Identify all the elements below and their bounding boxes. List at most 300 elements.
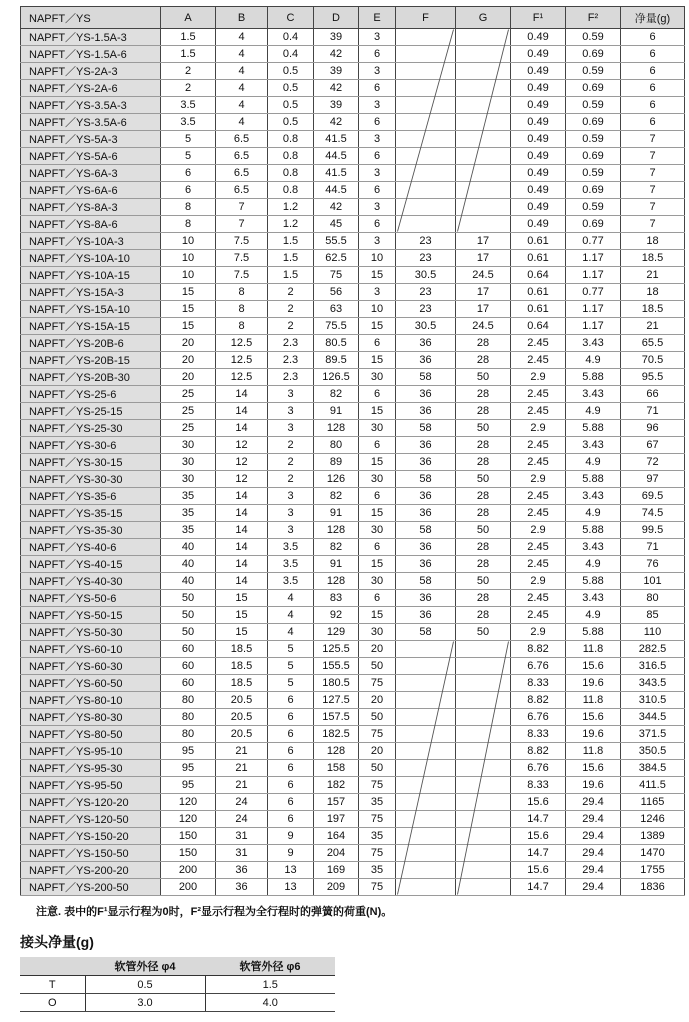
column-header: B (216, 7, 268, 29)
value-cell (396, 777, 456, 794)
value-cell: 12 (216, 471, 268, 488)
joint-type-cell: T (20, 976, 85, 994)
value-cell: 0.49 (511, 182, 566, 199)
value-cell: 0.8 (268, 165, 314, 182)
spec-row (21, 726, 685, 743)
value-cell (456, 641, 511, 658)
joint-weight-table (20, 957, 335, 1012)
value-cell: 1165 (621, 794, 685, 811)
value-cell: 3 (359, 97, 396, 114)
value-cell: 29.4 (566, 879, 621, 896)
model-cell: NAPFT／YS-120-50 (21, 811, 161, 828)
model-cell: NAPFT／YS-150-20 (21, 828, 161, 845)
value-cell: 50 (456, 369, 511, 386)
model-cell: NAPFT／YS-2A-6 (21, 80, 161, 97)
value-cell: 30 (359, 573, 396, 590)
value-cell: 83 (314, 590, 359, 607)
value-cell: 17 (456, 233, 511, 250)
value-cell: 3 (359, 199, 396, 216)
value-cell: 82 (314, 488, 359, 505)
value-cell: 4.9 (566, 607, 621, 624)
value-cell: 25 (161, 420, 216, 437)
value-cell: 6 (359, 182, 396, 199)
value-cell: 3.43 (566, 590, 621, 607)
value-cell: 0.49 (511, 29, 566, 46)
value-cell: 0.69 (566, 216, 621, 233)
value-cell: 30 (359, 522, 396, 539)
model-cell: NAPFT／YS-40-6 (21, 539, 161, 556)
value-cell: 18 (621, 284, 685, 301)
value-cell: 42 (314, 199, 359, 216)
model-cell: NAPFT／YS-60-30 (21, 658, 161, 675)
value-cell: 7 (621, 148, 685, 165)
value-cell: 182 (314, 777, 359, 794)
model-cell: NAPFT／YS-60-10 (21, 641, 161, 658)
column-header: G (456, 7, 511, 29)
value-cell: 2.45 (511, 437, 566, 454)
value-cell: 8.82 (511, 692, 566, 709)
value-cell: 2.3 (268, 369, 314, 386)
value-cell: 31 (216, 828, 268, 845)
value-cell (456, 862, 511, 879)
value-cell: 3 (359, 131, 396, 148)
spec-row (21, 845, 685, 862)
model-cell: NAPFT／YS-20B-6 (21, 335, 161, 352)
value-cell (456, 148, 511, 165)
value-cell (456, 811, 511, 828)
value-cell: 6 (359, 488, 396, 505)
value-cell: 6 (268, 692, 314, 709)
value-cell: 15 (161, 318, 216, 335)
value-cell: 3 (268, 386, 314, 403)
value-cell: 128 (314, 522, 359, 539)
value-cell: 0.49 (511, 131, 566, 148)
value-cell: 20 (359, 641, 396, 658)
value-cell: 40 (161, 539, 216, 556)
value-cell: 15.6 (566, 709, 621, 726)
value-cell: 40 (161, 573, 216, 590)
model-cell: NAPFT／YS-25-6 (21, 386, 161, 403)
value-cell: 58 (396, 420, 456, 437)
value-cell: 4.9 (566, 454, 621, 471)
value-cell: 9 (268, 828, 314, 845)
value-cell: 5 (161, 131, 216, 148)
value-cell: 40 (161, 556, 216, 573)
value-cell (456, 29, 511, 46)
value-cell: 5.88 (566, 369, 621, 386)
model-cell: NAPFT／YS-30-6 (21, 437, 161, 454)
value-cell: 36 (216, 862, 268, 879)
spec-row (21, 267, 685, 284)
value-cell: 14 (216, 522, 268, 539)
spec-row (21, 828, 685, 845)
header-row (21, 7, 685, 29)
value-cell: 58 (396, 522, 456, 539)
table-note: 注意. 表中的F¹显示行程为0时，F²显示行程为全行程时的弹簧的荷重(N)。 (36, 906, 393, 918)
value-cell: 24 (216, 794, 268, 811)
value-cell: 15 (359, 352, 396, 369)
value-cell: 1.17 (566, 301, 621, 318)
value-cell: 6 (268, 811, 314, 828)
value-cell (396, 46, 456, 63)
value-cell: 3.43 (566, 488, 621, 505)
joint-column-header: 软管外径 φ6 (205, 957, 335, 976)
value-cell: 30.5 (396, 267, 456, 284)
value-cell: 7 (621, 165, 685, 182)
value-cell: 6 (359, 386, 396, 403)
value-cell: 50 (359, 658, 396, 675)
value-cell: 7.5 (216, 233, 268, 250)
value-cell: 7.5 (216, 250, 268, 267)
value-cell: 20 (359, 743, 396, 760)
spec-row (21, 233, 685, 250)
value-cell: 35 (161, 522, 216, 539)
value-cell: 55.5 (314, 233, 359, 250)
value-cell: 42 (314, 80, 359, 97)
value-cell: 371.5 (621, 726, 685, 743)
value-cell: 10 (161, 233, 216, 250)
value-cell: 28 (456, 335, 511, 352)
value-cell: 310.5 (621, 692, 685, 709)
value-cell: 3.43 (566, 386, 621, 403)
joint-header-row (20, 957, 335, 976)
value-cell: 0.49 (511, 148, 566, 165)
value-cell (396, 862, 456, 879)
value-cell: 0.59 (566, 131, 621, 148)
value-cell: 21 (621, 318, 685, 335)
value-cell (456, 879, 511, 896)
value-cell: 28 (456, 539, 511, 556)
value-cell: 85 (621, 607, 685, 624)
value-cell: 4 (216, 63, 268, 80)
value-cell: 5 (161, 148, 216, 165)
value-cell: 11.8 (566, 743, 621, 760)
value-cell: 17 (456, 301, 511, 318)
value-cell: 80.5 (314, 335, 359, 352)
value-cell: 411.5 (621, 777, 685, 794)
value-cell: 10 (359, 250, 396, 267)
value-cell: 28 (456, 556, 511, 573)
value-cell: 18.5 (216, 641, 268, 658)
model-cell: NAPFT／YS-25-15 (21, 403, 161, 420)
joint-table-body (20, 976, 335, 1012)
value-cell (456, 165, 511, 182)
value-cell: 30.5 (396, 318, 456, 335)
model-cell: NAPFT／YS-15A-10 (21, 301, 161, 318)
value-cell: 6 (359, 335, 396, 352)
value-cell (456, 743, 511, 760)
value-cell (456, 828, 511, 845)
value-cell (396, 641, 456, 658)
model-cell: NAPFT／YS-35-15 (21, 505, 161, 522)
value-cell: 0.61 (511, 233, 566, 250)
value-cell: 6 (621, 80, 685, 97)
value-cell: 8.82 (511, 743, 566, 760)
model-cell: NAPFT／YS-50-6 (21, 590, 161, 607)
joint-value-cell: 4.0 (205, 994, 335, 1012)
value-cell: 126 (314, 471, 359, 488)
value-cell: 36 (396, 590, 456, 607)
value-cell: 42 (314, 114, 359, 131)
value-cell: 30 (161, 454, 216, 471)
value-cell: 23 (396, 233, 456, 250)
joint-table-header (20, 957, 335, 976)
value-cell: 344.5 (621, 709, 685, 726)
value-cell: 4.9 (566, 403, 621, 420)
value-cell: 5 (268, 658, 314, 675)
value-cell: 6.76 (511, 709, 566, 726)
value-cell: 15 (359, 607, 396, 624)
value-cell: 11.8 (566, 641, 621, 658)
model-cell: NAPFT／YS-80-50 (21, 726, 161, 743)
value-cell: 36 (396, 335, 456, 352)
value-cell (396, 726, 456, 743)
value-cell: 0.49 (511, 80, 566, 97)
value-cell: 6 (268, 760, 314, 777)
value-cell: 2.9 (511, 624, 566, 641)
value-cell: 128 (314, 420, 359, 437)
value-cell: 12.5 (216, 352, 268, 369)
spec-row (21, 114, 685, 131)
value-cell: 91 (314, 403, 359, 420)
value-cell (456, 114, 511, 131)
value-cell: 15 (359, 454, 396, 471)
value-cell: 41.5 (314, 165, 359, 182)
value-cell: 6 (621, 63, 685, 80)
value-cell: 96 (621, 420, 685, 437)
value-cell: 0.69 (566, 148, 621, 165)
value-cell: 0.59 (566, 165, 621, 182)
value-cell: 80 (314, 437, 359, 454)
value-cell (396, 80, 456, 97)
value-cell: 158 (314, 760, 359, 777)
spec-row (21, 794, 685, 811)
value-cell: 36 (216, 879, 268, 896)
value-cell: 28 (456, 403, 511, 420)
value-cell: 6 (359, 437, 396, 454)
value-cell: 35 (359, 828, 396, 845)
model-cell: NAPFT／YS-30-15 (21, 454, 161, 471)
model-cell: NAPFT／YS-8A-6 (21, 216, 161, 233)
value-cell: 50 (161, 590, 216, 607)
value-cell (396, 165, 456, 182)
spec-row (21, 46, 685, 63)
value-cell: 95 (161, 760, 216, 777)
joint-type-cell: O (20, 994, 85, 1012)
value-cell: 20.5 (216, 692, 268, 709)
model-cell: NAPFT／YS-5A-6 (21, 148, 161, 165)
model-cell: NAPFT／YS-15A-3 (21, 284, 161, 301)
value-cell: 24.5 (456, 318, 511, 335)
value-cell: 71 (621, 403, 685, 420)
value-cell: 9 (268, 845, 314, 862)
value-cell: 95 (161, 743, 216, 760)
model-cell: NAPFT／YS-8A-3 (21, 199, 161, 216)
value-cell: 2.45 (511, 590, 566, 607)
spec-row (21, 250, 685, 267)
value-cell: 21 (216, 760, 268, 777)
value-cell: 6 (359, 539, 396, 556)
value-cell: 92 (314, 607, 359, 624)
value-cell: 2.3 (268, 335, 314, 352)
value-cell: 1755 (621, 862, 685, 879)
value-cell (456, 777, 511, 794)
value-cell: 0.8 (268, 131, 314, 148)
value-cell: 15.6 (511, 794, 566, 811)
value-cell: 71 (621, 539, 685, 556)
spec-row (21, 284, 685, 301)
value-cell: 30 (359, 369, 396, 386)
spec-row (21, 760, 685, 777)
value-cell: 4 (216, 114, 268, 131)
value-cell: 1.17 (566, 250, 621, 267)
value-cell (396, 675, 456, 692)
value-cell: 7 (621, 199, 685, 216)
value-cell: 0.61 (511, 284, 566, 301)
value-cell: 1.2 (268, 199, 314, 216)
model-cell: NAPFT／YS-25-30 (21, 420, 161, 437)
value-cell: 50 (456, 420, 511, 437)
value-cell: 4 (216, 97, 268, 114)
value-cell: 197 (314, 811, 359, 828)
value-cell: 60 (161, 675, 216, 692)
value-cell (396, 658, 456, 675)
value-cell: 15 (161, 284, 216, 301)
joint-column-header: 软管外径 φ4 (85, 957, 205, 976)
value-cell: 95 (161, 777, 216, 794)
value-cell: 3 (359, 29, 396, 46)
value-cell: 5.88 (566, 471, 621, 488)
value-cell: 14 (216, 488, 268, 505)
value-cell: 39 (314, 63, 359, 80)
value-cell: 101 (621, 573, 685, 590)
value-cell: 36 (396, 607, 456, 624)
value-cell: 15 (161, 301, 216, 318)
value-cell: 24.5 (456, 267, 511, 284)
value-cell (456, 845, 511, 862)
value-cell: 6.5 (216, 131, 268, 148)
value-cell: 8.33 (511, 675, 566, 692)
model-cell: NAPFT／YS-120-20 (21, 794, 161, 811)
value-cell: 80 (621, 590, 685, 607)
value-cell: 50 (161, 624, 216, 641)
value-cell: 4.9 (566, 505, 621, 522)
value-cell: 1246 (621, 811, 685, 828)
value-cell (396, 148, 456, 165)
value-cell: 10 (359, 301, 396, 318)
value-cell: 3.5 (268, 539, 314, 556)
value-cell: 42 (314, 46, 359, 63)
value-cell: 4.9 (566, 556, 621, 573)
value-cell (396, 811, 456, 828)
value-cell: 6.5 (216, 182, 268, 199)
value-cell: 157.5 (314, 709, 359, 726)
value-cell: 10 (161, 267, 216, 284)
value-cell: 67 (621, 437, 685, 454)
value-cell: 36 (396, 556, 456, 573)
value-cell: 24 (216, 811, 268, 828)
value-cell (396, 845, 456, 862)
value-cell: 0.69 (566, 46, 621, 63)
model-cell: NAPFT／YS-35-30 (21, 522, 161, 539)
value-cell: 4 (216, 29, 268, 46)
value-cell: 0.49 (511, 165, 566, 182)
value-cell: 0.61 (511, 250, 566, 267)
value-cell (456, 658, 511, 675)
value-cell: 0.69 (566, 182, 621, 199)
model-cell: NAPFT／YS-40-15 (21, 556, 161, 573)
value-cell: 5.88 (566, 522, 621, 539)
value-cell: 39 (314, 29, 359, 46)
value-cell: 127.5 (314, 692, 359, 709)
model-cell: NAPFT／YS-2A-3 (21, 63, 161, 80)
value-cell: 30 (161, 437, 216, 454)
value-cell: 29.4 (566, 811, 621, 828)
value-cell: 19.6 (566, 777, 621, 794)
value-cell (396, 63, 456, 80)
value-cell: 50 (456, 573, 511, 590)
value-cell: 20.5 (216, 726, 268, 743)
spec-table-body (21, 29, 685, 896)
value-cell: 6 (621, 97, 685, 114)
spec-table-header (21, 7, 685, 29)
value-cell: 6 (268, 709, 314, 726)
value-cell: 12.5 (216, 369, 268, 386)
value-cell: 2.45 (511, 386, 566, 403)
value-cell: 50 (456, 522, 511, 539)
value-cell: 6 (621, 29, 685, 46)
value-cell: 6 (161, 165, 216, 182)
model-cell: NAPFT／YS-80-30 (21, 709, 161, 726)
value-cell: 69.5 (621, 488, 685, 505)
value-cell: 200 (161, 879, 216, 896)
joint-value-cell: 0.5 (85, 976, 205, 994)
value-cell: 0.5 (268, 114, 314, 131)
value-cell: 20.5 (216, 709, 268, 726)
value-cell: 384.5 (621, 760, 685, 777)
value-cell: 21 (216, 777, 268, 794)
value-cell: 7 (216, 199, 268, 216)
value-cell: 2.45 (511, 607, 566, 624)
spec-row (21, 301, 685, 318)
value-cell: 19.6 (566, 726, 621, 743)
model-cell: NAPFT／YS-20B-30 (21, 369, 161, 386)
value-cell (456, 63, 511, 80)
value-cell: 2 (161, 80, 216, 97)
value-cell: 6 (268, 743, 314, 760)
value-cell: 14 (216, 556, 268, 573)
value-cell: 204 (314, 845, 359, 862)
value-cell: 3.43 (566, 335, 621, 352)
value-cell: 4 (268, 624, 314, 641)
value-cell: 6 (359, 216, 396, 233)
value-cell: 89.5 (314, 352, 359, 369)
value-cell: 0.59 (566, 97, 621, 114)
value-cell: 8 (161, 199, 216, 216)
value-cell: 2.9 (511, 420, 566, 437)
value-cell: 6 (359, 590, 396, 607)
value-cell: 3 (359, 233, 396, 250)
value-cell: 15 (359, 505, 396, 522)
value-cell: 3 (268, 505, 314, 522)
model-cell: NAPFT／YS-200-50 (21, 879, 161, 896)
value-cell: 0.5 (268, 97, 314, 114)
model-cell: NAPFT／YS-95-30 (21, 760, 161, 777)
value-cell: 155.5 (314, 658, 359, 675)
value-cell: 3 (359, 165, 396, 182)
value-cell: 70.5 (621, 352, 685, 369)
value-cell: 36 (396, 386, 456, 403)
